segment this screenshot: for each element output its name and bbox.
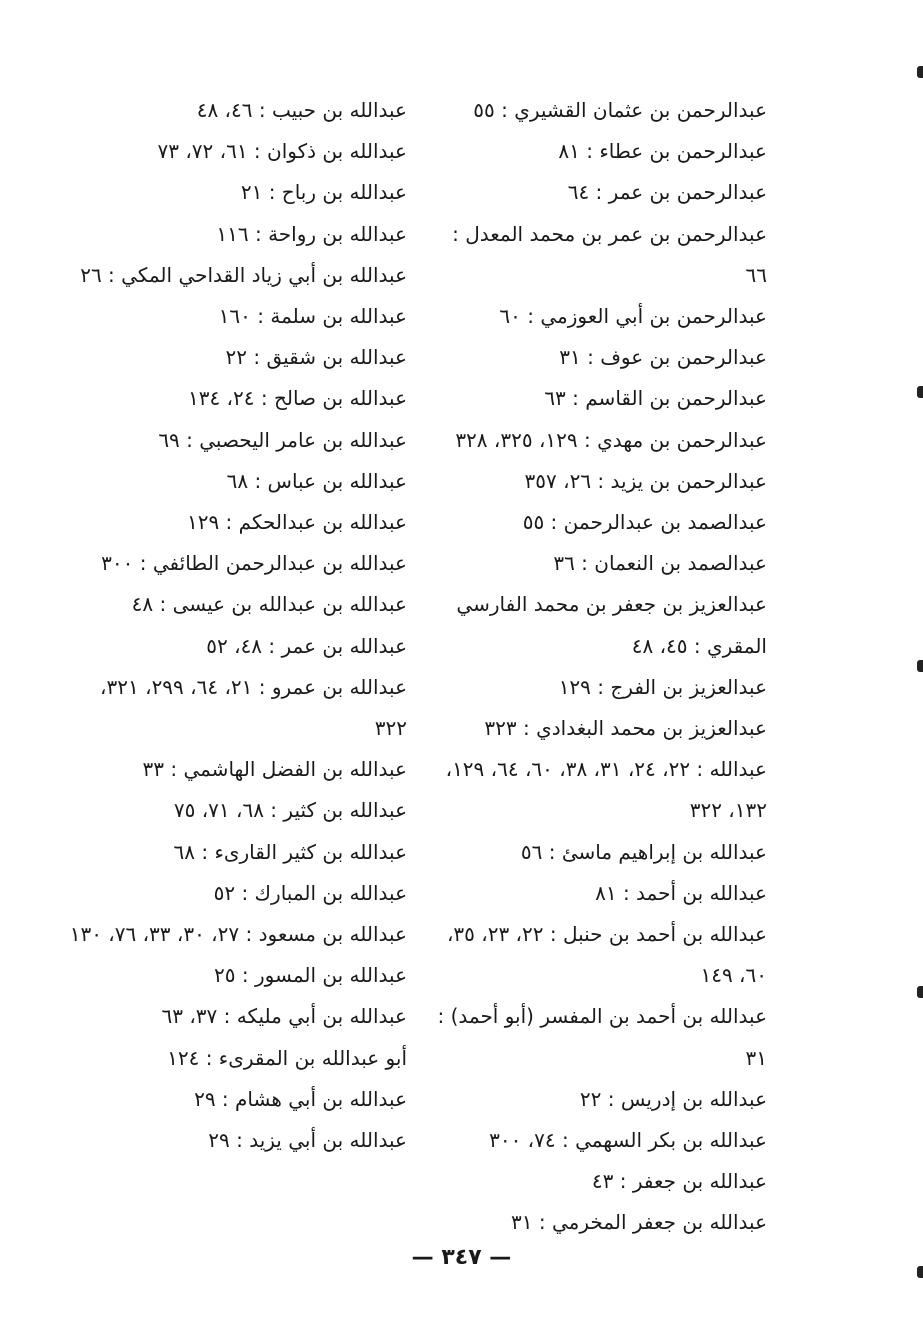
index-entry (432, 708, 767, 749)
index-entry-text: عبدالصمد بن النعمان : ٣٦ (553, 551, 767, 576)
index-entry-text: عبدالله بن أحمد : ٨١ (595, 880, 767, 905)
index-entry-text: عبدالله بن رباح : ٢١ (240, 180, 407, 205)
index-entry-text: عبدالله بن عامر اليحصبي : ٦٩ (158, 427, 407, 452)
index-entry (432, 1079, 767, 1120)
index-entry-text: عبدالله بن المبارك : ٥٢ (213, 880, 407, 905)
index-entry-text: عبدالله بن عبدالله بن عيسى : ٤٨ (131, 592, 407, 617)
index-entry-text: عبدالله بن أبي مليكه : ٣٧، ٦٣ (161, 1004, 407, 1029)
index-entry (67, 337, 407, 378)
index-entry (67, 172, 407, 213)
index-entry-text: عبدالله بن حبيب : ٤٦، ٤٨ (196, 98, 407, 122)
index-entry (67, 420, 407, 461)
index-entry-text: عبدالله بن سلمة : ١٦٠ (218, 304, 407, 329)
index-column-right (432, 90, 767, 1244)
index-entry-text: عبدالرحمن بن عطاء : ٨١ (558, 139, 767, 164)
index-entry (432, 461, 767, 502)
index-entry (67, 543, 407, 584)
index-entry (432, 667, 767, 708)
index-entry (67, 955, 407, 996)
scan-edge-mark (917, 66, 923, 78)
index-entry-text: عبدالله : ٢٢، ٢٤، ٣١، ٣٨، ٦٠، ٦٤، ١٢٩، ١٣٢، ٣٢٢ (445, 757, 767, 823)
index-entry (67, 749, 407, 790)
index-entry (67, 90, 407, 131)
index-entry-text: عبدالرحمن بن عوف : ٣١ (559, 345, 767, 370)
index-entry (67, 461, 407, 502)
page-number: — ٣٤٧ — (411, 1245, 512, 1270)
index-entry (67, 296, 407, 337)
index-entry (67, 996, 407, 1037)
index-entry-text: عبدالله بن جعفر المخرمي : ٣١ (511, 1210, 767, 1235)
index-entry (432, 749, 767, 831)
index-entry (67, 214, 407, 255)
scan-edge-mark (917, 1266, 923, 1278)
index-entry-text: عبدالله بن الفضل الهاشمي : ٣٣ (142, 757, 407, 782)
index-entry-text: عبدالله بن عبدالرحمن الطائفي : ٣٠٠ (101, 551, 407, 576)
index-column-left (67, 90, 407, 1161)
index-entry (67, 584, 407, 625)
index-entry (432, 214, 767, 296)
index-entry-text: عبدالله بن جعفر : ٤٣ (591, 1169, 767, 1194)
index-entry (432, 1120, 767, 1161)
index-entry (432, 131, 767, 172)
index-entry-text: عبدالرحمن بن عمر : ٦٤ (567, 180, 767, 205)
index-entry-text: عبدالله بن عمرو : ٢١، ٦٤، ٢٩٩، ٣٢١، ٣٢٢ (100, 674, 407, 741)
index-entry-text: عبدالرحمن بن أبي العوزمي : ٦٠ (499, 304, 767, 329)
index-entry-text: عبدالرحمن بن مهدي : ١٢٩، ٣٢٥، ٣٢٨ (455, 427, 767, 452)
index-entry-text: عبدالله بن أبي زياد القداحي المكي : ٢٦ (80, 262, 407, 287)
index-entry (432, 172, 767, 213)
index-entry (67, 1079, 407, 1120)
index-entry (432, 914, 767, 996)
index-entry-text: عبدالرحمن بن يزيد : ٢٦، ٣٥٧ (524, 468, 767, 493)
index-entry-text: عبدالله بن أبي يزيد : ٢٩ (208, 1128, 407, 1153)
index-entry-text: عبدالله بن أحمد بن حنبل : ٢٢، ٢٣، ٣٥، ٦٠، ١٤٩ (446, 922, 767, 988)
index-entry (67, 873, 407, 914)
index-entry-text: عبدالله بن إبراهيم ماسئ : ٥٦ (520, 839, 767, 864)
index-entry (432, 1161, 767, 1202)
index-entry-text: عبدالعزيز بن جعفر بن محمد الفارسي المقري : ٤٥، ٤٨ (456, 592, 767, 658)
index-entry (432, 996, 767, 1078)
index-entry-text: عبدالرحمن بن عمر بن محمد المعدل : ٦٦ (452, 221, 767, 287)
index-entry-text: عبدالرحمن بن القاسم : ٦٣ (544, 386, 767, 411)
index-entry-text: عبدالله بن كثير القارىء : ٦٨ (173, 839, 407, 864)
index-entry-text: عبدالله بن عبدالحكم : ١٢٩ (186, 510, 407, 535)
index-entry (432, 543, 767, 584)
index-entry-text: عبدالله بن المسور : ٢٥ (214, 963, 407, 988)
index-entry (432, 337, 767, 378)
scan-edge-mark (917, 386, 923, 398)
index-entry-text: عبدالله بن صالح : ٢٤، ١٣٤ (187, 386, 407, 411)
index-entry (67, 914, 407, 955)
index-entry-text: عبدالله بن إدريس : ٢٢ (579, 1086, 767, 1111)
index-entry (432, 502, 767, 543)
index-entry (67, 502, 407, 543)
index-entry-text: عبدالله بن بكر السهمي : ٧٤، ٣٠٠ (489, 1128, 767, 1153)
index-entry (67, 832, 407, 873)
index-entry-text: عبدالله بن ذكوان : ٦١، ٧٢، ٧٣ (157, 139, 407, 164)
index-entry (432, 832, 767, 873)
index-entry (432, 378, 767, 419)
index-entry (67, 667, 407, 749)
index-entry-text: عبدالصمد بن عبدالرحمن : ٥٥ (522, 510, 767, 535)
index-entry-text: عبدالله بن أبي هشام : ٢٩ (194, 1086, 407, 1111)
index-entry-text: عبدالله بن أحمد بن المفسر (أبو أحمد) : ٣١ (437, 1004, 767, 1070)
index-entry (67, 790, 407, 831)
index-entry-text: عبدالعزيز بن محمد البغدادي : ٣٢٣ (484, 716, 767, 741)
index-entry-text: عبدالعزيز بن الفرج : ١٢٩ (558, 674, 767, 699)
index-entry-text: عبدالله بن كثير : ٦٨، ٧١، ٧٥ (173, 798, 407, 823)
index-entry (67, 255, 407, 296)
index-entry-text: عبدالله بن شقيق : ٢٢ (225, 345, 407, 370)
index-entry-text: عبدالله بن عباس : ٦٨ (226, 468, 407, 493)
index-entry (432, 1202, 767, 1243)
index-entry-text: عبدالله بن رواحة : ١١٦ (216, 221, 407, 246)
index-entry-text: عبدالله بن مسعود : ٢٧، ٣٠، ٣٣، ٧٦، ١٣٠ (69, 922, 407, 947)
scan-edge-mark (917, 986, 923, 998)
index-entry (67, 626, 407, 667)
index-entry (67, 131, 407, 172)
index-entry (432, 296, 767, 337)
index-entry (432, 90, 767, 131)
scan-edge-mark (917, 660, 923, 672)
index-entry (67, 378, 407, 419)
index-entry-text: عبدالله بن عمر : ٤٨، ٥٢ (206, 633, 407, 658)
index-entry-text: أبو عبدالله بن المقرىء : ١٢٤ (167, 1045, 407, 1070)
index-entry (432, 873, 767, 914)
index-entry (432, 420, 767, 461)
index-entry-text: عبدالرحمن بن عثمان القشيري : ٥٥ (473, 98, 767, 122)
index-entry (67, 1120, 407, 1161)
index-entry (67, 1038, 407, 1079)
index-entry (432, 584, 767, 666)
